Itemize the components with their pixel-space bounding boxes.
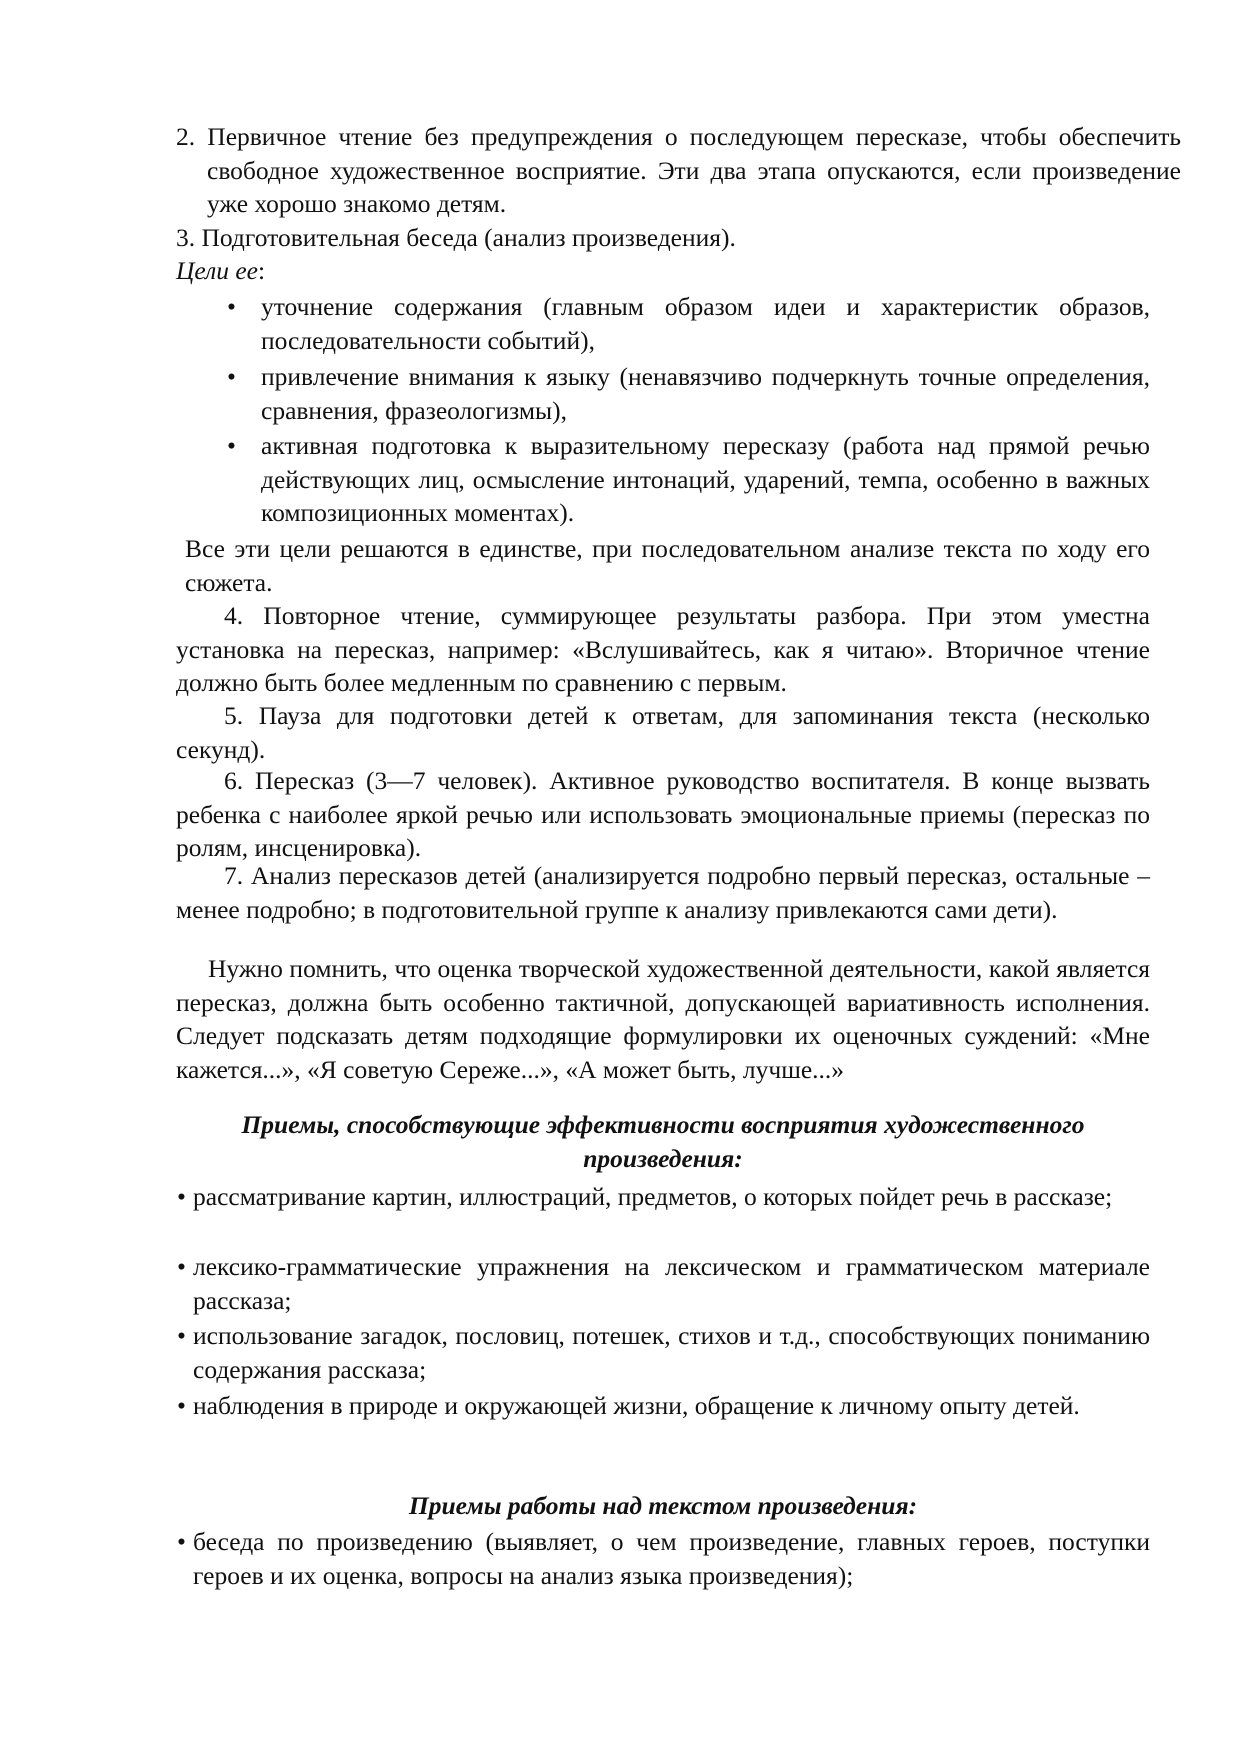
heading-text-work-techniques: Приемы работы над текстом произведения: [408, 1491, 918, 1520]
technique-text: использование загадок, пословиц, потешек, стихов и т.д., способствующих пониманию содержания рассказа; [193, 1321, 1150, 1384]
paragraph-step-4: 4. Повторное чтение, суммирующее результаты разбора. При этом уместна установка на пересказ, например: «Вслушивайтесь, как я читаю». Вторичное чтение должно быть более медленным по сравнению с первым. [176, 601, 1150, 697]
bullet-icon: • [177, 1182, 186, 1211]
goals-colon: : [257, 256, 266, 285]
heading-perception-techniques: Приемы, способствующие эффективности восприятия художественного произведения: [241, 1110, 1085, 1173]
technique-text: рассматривание картин, иллюстраций, предметов, о которых пойдет речь в рассказе; [193, 1182, 1113, 1211]
bullet-icon: • [177, 1391, 186, 1420]
goals-label [176, 254, 1150, 288]
bullet-icon: • [177, 1252, 186, 1281]
bullet-icon: • [227, 431, 236, 460]
bullet-icon: • [177, 1527, 186, 1556]
technique-text: наблюдения в природе и окружающей жизни, обращение к личному опыту детей. [193, 1391, 1080, 1420]
paragraph-step-7: 7. Анализ пересказов детей (анализируется подробно первый пересказ, остальные – менее подробно; в подготовительной группе к анализу привлекаются сами дети). [176, 861, 1150, 924]
technique-item [177, 1319, 1150, 1386]
goal-item [227, 290, 1150, 357]
goal-text: привлечение внимания к языку (ненавязчиво подчеркнуть точные определения, сравнения, фразеологизмы), [261, 362, 1150, 425]
goal-text: активная подготовка к выразительному пересказу (работа над прямой речью действующих лиц, осмысление интонаций, ударений, темпа, особенно в важных композиционных моментах). [261, 431, 1150, 527]
paragraph-step-5: 5. Пауза для подготовки детей к ответам, для запоминания текста (несколько секунд). [176, 701, 1150, 764]
paragraph-step-2: 2. Первичное чтение без предупреждения о последующем пересказе, чтобы обеспечить свободное художественное восприятие. Эти два этапа опускаются, если произведение уже хорошо знакомо детям. [176, 122, 1181, 218]
paragraph-evaluation: Нужно помнить, что оценка творческой художественной деятельности, какой является пересказ, должна быть особенно тактичной, допускающей вариативность исполнения. Следует подсказать детям подходящие формулировки их оценочных суждений: «Мне кажется...», «Я советую Сереже...», «А может быть, лучше...» [176, 954, 1150, 1084]
bullet-icon: • [227, 292, 236, 321]
goal-text: уточнение содержания (главным образом идеи и характеристик образов, последовательности событий), [261, 292, 1150, 355]
goal-item [227, 429, 1150, 530]
text-work-text: беседа по произведению (выявляет, о чем произведение, главных героев, поступки героев и их оценка, вопросы на анализ языка произведения); [193, 1527, 1150, 1590]
paragraph-step-6: 6. Пересказ (3—7 человек). Активное руководство воспитателя. В конце вызвать ребенка с наиболее яркой речью или использовать эмоциональные приемы (пересказ по ролям, инсценировка). [176, 766, 1150, 862]
paragraph-goals-summary: Все эти цели решаются в единстве, при последовательном анализе текста по ходу его сюжета. [185, 534, 1150, 597]
paragraph-step-3: 3. Подготовительная беседа (анализ произведения). [176, 223, 736, 252]
bullet-icon: • [177, 1321, 186, 1350]
text-work-item [177, 1525, 1150, 1592]
bullet-icon: • [227, 362, 236, 391]
technique-text: лексико-грамматические упражнения на лексическом и грамматическом материале рассказа; [193, 1252, 1150, 1315]
technique-item [177, 1250, 1150, 1317]
technique-item [177, 1389, 1150, 1423]
goals-label-text: Цели ее [176, 256, 258, 285]
technique-item [177, 1180, 1150, 1214]
goal-item [227, 360, 1150, 427]
